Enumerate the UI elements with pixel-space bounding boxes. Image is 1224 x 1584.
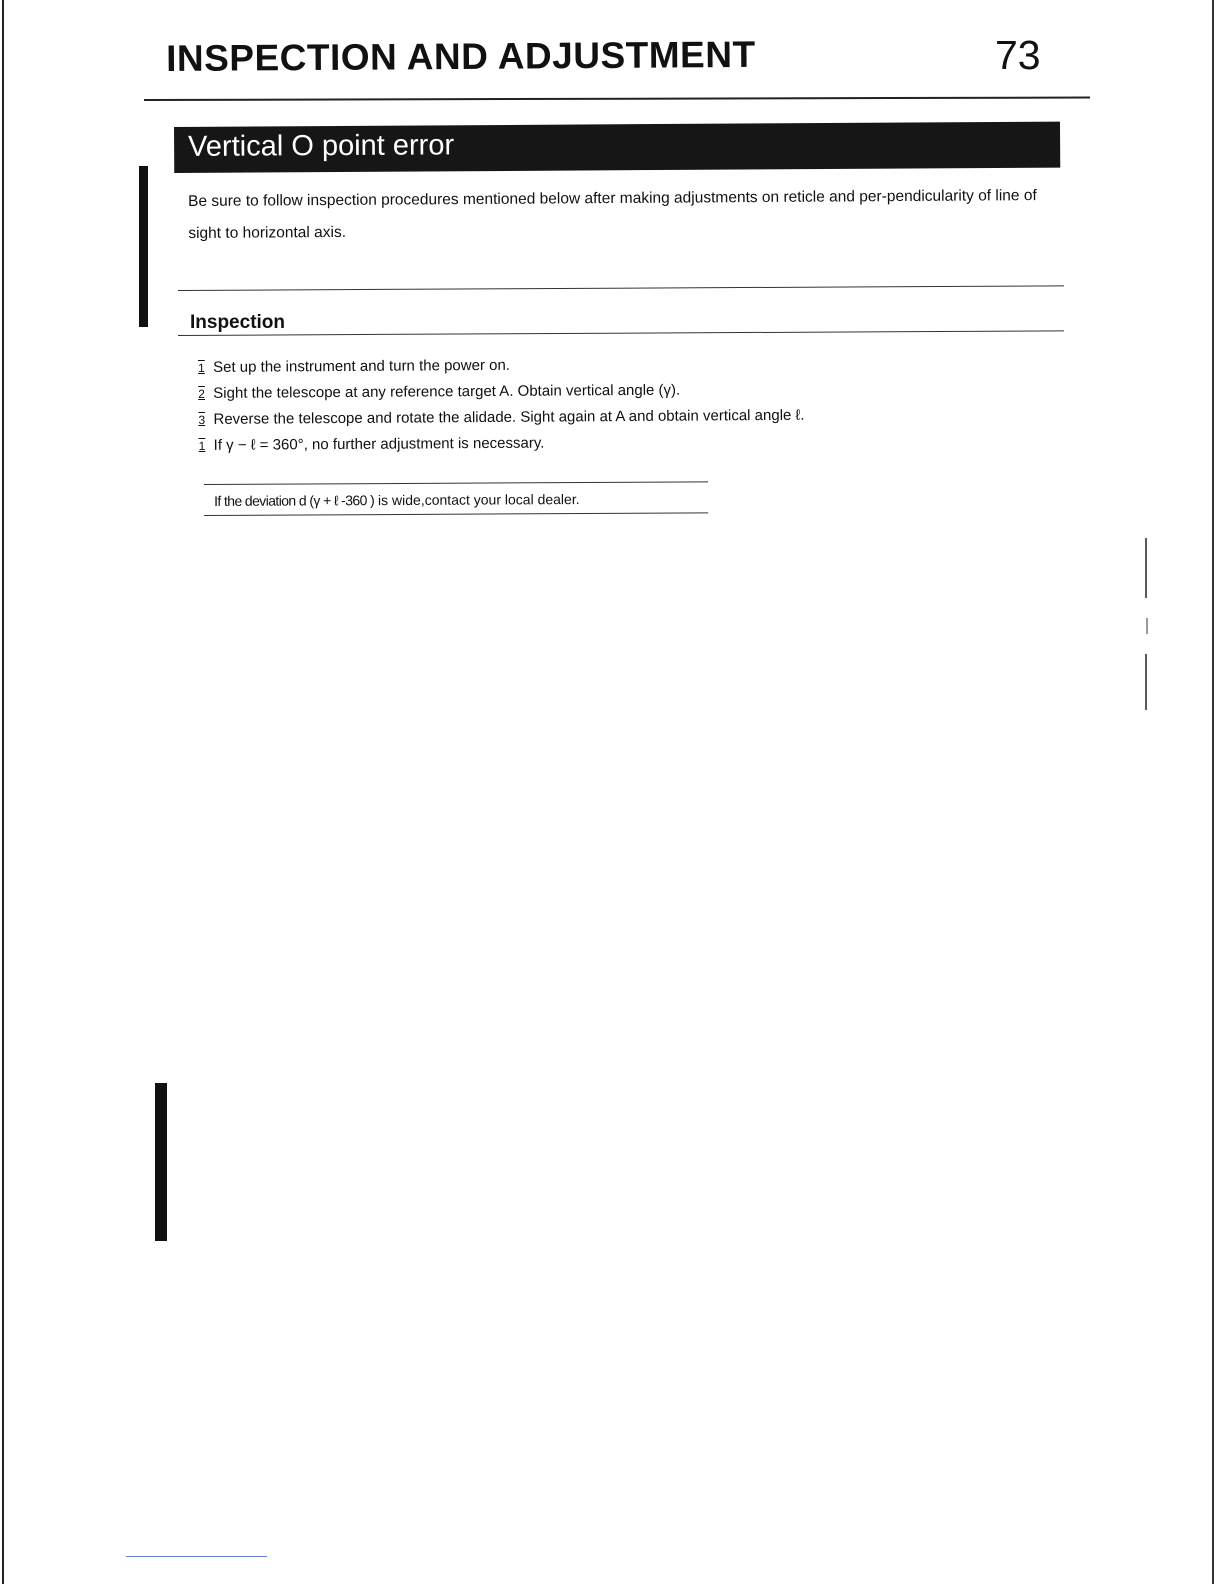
step-number: 2 [198,386,206,401]
step-text: Reverse the telescope and rotate the alidade. Sight again at A and obtain vertical angle ℓ. [213,406,805,428]
subheading-rule-bottom [178,330,1064,336]
margin-scan-mark [1142,534,1150,714]
step-number: 1 [198,438,206,453]
inspection-heading: Inspection [190,312,286,333]
page-border-left [2,0,4,1584]
deviation-note-box [204,481,708,516]
deviation-note-formula: If the deviation d (γ + ℓ -360 ) [214,492,375,509]
step-number: 3 [198,412,206,427]
header-rule [144,97,1090,101]
page-number: 73 [995,32,1041,78]
section-title: Vertical O point error [188,129,455,163]
deviation-note-advice: is wide,contact your local dealer. [374,491,580,509]
footer-rule [126,1556,267,1557]
page-header-title: INSPECTION AND ADJUSTMENT [166,33,756,79]
step-text: Sight the telescope at any reference target A. Obtain vertical angle (γ). [213,381,681,402]
step-text: Set up the instrument and turn the power on. [213,356,510,376]
step-text: If γ − ℓ = 360°, no further adjustment is necessary. [213,434,545,454]
step-number: 1 [198,360,205,375]
deviation-note [214,491,580,509]
step-item [199,427,1019,459]
inspection-steps [198,349,1019,459]
page-border-right [1212,0,1214,1584]
change-bar [139,166,148,327]
change-bar [155,1083,167,1241]
intro-paragraph: Be sure to follow inspection procedures mentioned below after making adjustments on reticle and per-pendicularity of line of sight to horizontal axis. [188,187,1037,242]
subheading-rule-top [178,285,1064,291]
section-title-bar [174,122,1060,173]
